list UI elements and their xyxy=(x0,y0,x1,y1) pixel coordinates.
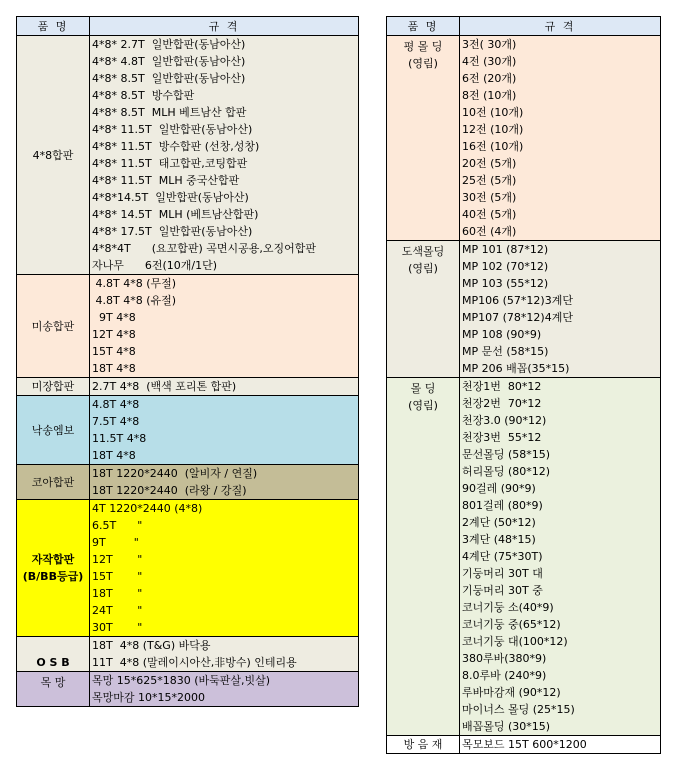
spec-item: MP106 (57*12)3계단 xyxy=(462,294,573,307)
left-category-name: 자작합판 (B/BB등급) xyxy=(17,500,90,637)
spec-item: 8전 (10개) xyxy=(462,89,517,102)
spec-item: 380루바(380*9) xyxy=(462,652,547,665)
left-category-name: O S B xyxy=(17,637,90,672)
right-category-name: 도색몰딩 (영림) xyxy=(387,241,460,378)
left-header-spec: 규 격 xyxy=(90,17,359,36)
right-spec-table xyxy=(386,16,661,754)
spec-item: 문선몰딩 (58*15) xyxy=(462,448,551,461)
left-section-row xyxy=(17,672,359,707)
right-section-row xyxy=(387,36,661,241)
spec-item: 18T 1220*2440 (라왕 / 강질) xyxy=(92,484,247,497)
spec-item: 18T 1220*2440 (알비자 / 연질) xyxy=(92,467,258,480)
right-section-row xyxy=(387,378,661,736)
right-header-row xyxy=(387,17,661,36)
right-section-row xyxy=(387,736,661,754)
left-spec-list xyxy=(90,396,359,465)
spec-item: 코너기둥 중(65*12) xyxy=(462,618,561,631)
left-category-name: 미송합판 xyxy=(17,275,90,378)
spec-item: 기둥머리 30T 중 xyxy=(462,584,543,597)
spec-item: 30T " xyxy=(92,621,143,634)
spec-item: 코너기둥 대(100*12) xyxy=(462,635,568,648)
right-header-name: 품 명 xyxy=(387,17,460,36)
spec-item: MP 108 (90*9) xyxy=(462,328,542,341)
left-spec-list xyxy=(90,378,359,396)
spec-item: 20전 (5개) xyxy=(462,157,517,170)
spec-item: 8.0루바 (240*9) xyxy=(462,669,547,682)
right-header-spec: 규 격 xyxy=(460,17,661,36)
left-section-row xyxy=(17,500,359,637)
spec-item: 4T 1220*2440 (4*8) xyxy=(92,502,203,515)
left-category-name: 코아합판 xyxy=(17,465,90,500)
spec-item: 24T " xyxy=(92,604,143,617)
spec-item: 4*8* 2.7T 일반합판(동남아산) xyxy=(92,38,246,51)
spec-item: 18T 4*8 xyxy=(92,449,136,462)
spec-item: 4*8* 4.8T 일반합판(동남아산) xyxy=(92,55,246,68)
spec-item: 4계단 (75*30T) xyxy=(462,550,543,563)
spec-item: 25전 (5개) xyxy=(462,174,517,187)
spec-item: 40전 (5개) xyxy=(462,208,517,221)
left-header-name: 품 명 xyxy=(17,17,90,36)
left-spec-list xyxy=(90,275,359,378)
spec-item: 18T " xyxy=(92,587,143,600)
left-spec-table xyxy=(16,16,359,707)
spec-item: 배꼽몰딩 (30*15) xyxy=(462,720,551,733)
left-header-row xyxy=(17,17,359,36)
right-spec-list xyxy=(460,736,661,754)
right-category-name: 몰 딩 (영림) xyxy=(387,378,460,736)
spec-item: 4*8* 11.5T 태고합판,코팅합판 xyxy=(92,157,248,170)
spec-item: MP 102 (70*12) xyxy=(462,260,549,273)
spec-item: 10전 (10개) xyxy=(462,106,524,119)
spec-item: 4*8* 14.5T MLH (베트남산합판) xyxy=(92,208,259,221)
right-spec-list xyxy=(460,241,661,378)
spec-item: 4.8T 4*8 (유절) xyxy=(92,294,177,307)
spec-item: 기둥머리 30T 대 xyxy=(462,567,543,580)
left-section-row xyxy=(17,465,359,500)
spec-item: 9T " xyxy=(92,536,139,549)
spec-item: 천장1번 80*12 xyxy=(462,380,542,393)
spec-item: 4전 (30개) xyxy=(462,55,517,68)
spec-item: MP 206 배꼽(35*15) xyxy=(462,362,570,375)
spec-item: 801걸레 (80*9) xyxy=(462,499,543,512)
spec-item: 목망 15*625*1830 (바둑판살,빗살) xyxy=(92,674,271,687)
left-spec-list xyxy=(90,637,359,672)
spec-item: 2.7T 4*8 (백색 포리톤 합판) xyxy=(92,380,237,393)
right-section-row xyxy=(387,241,661,378)
spec-item: 12T 4*8 xyxy=(92,328,136,341)
spec-item: 16전 (10개) xyxy=(462,140,524,153)
spec-item: MP 103 (55*12) xyxy=(462,277,549,290)
spec-item: 4*8* 11.5T MLH 중국산합판 xyxy=(92,174,240,187)
spec-item: 4*8* 8.5T 일반합판(동남아산) xyxy=(92,72,246,85)
spec-item: MP 101 (87*12) xyxy=(462,243,549,256)
left-spec-list xyxy=(90,500,359,637)
left-section-row xyxy=(17,637,359,672)
spec-item: 자나무 6전(10개/1단) xyxy=(92,259,218,272)
spec-item: 4.8T 4*8 xyxy=(92,398,140,411)
spec-item: 마이너스 몰딩 (25*15) xyxy=(462,703,575,716)
spec-item: 6전 (20개) xyxy=(462,72,517,85)
spec-item: 12T " xyxy=(92,553,143,566)
spec-item: 목망마감 10*15*2000 xyxy=(92,691,205,704)
left-section-row xyxy=(17,378,359,396)
left-category-name: 낙송엠보 xyxy=(17,396,90,465)
spec-item: 4*8* 17.5T 일반합판(동남아산) xyxy=(92,225,253,238)
spec-item: 60전 (4개) xyxy=(462,225,517,238)
spec-item: 11.5T 4*8 xyxy=(92,432,147,445)
left-spec-list xyxy=(90,672,359,707)
left-spec-list xyxy=(90,36,359,275)
right-spec-list xyxy=(460,378,661,736)
spec-item: 천장2번 70*12 xyxy=(462,397,542,410)
spec-item: 4*8* 11.5T 방수합판 (선창,성창) xyxy=(92,140,260,153)
spec-item: 2계단 (50*12) xyxy=(462,516,536,529)
spec-item: 목모보드 15T 600*1200 xyxy=(462,738,587,751)
left-section-row xyxy=(17,36,359,275)
spec-item: 루바마감재 (90*12) xyxy=(462,686,561,699)
spec-item: 30전 (5개) xyxy=(462,191,517,204)
spec-item: 4*8* 8.5T 방수합판 xyxy=(92,89,195,102)
spec-item: 3전( 30개) xyxy=(462,38,517,51)
spec-item: 4*8*4T (요꼬합판) 곡면시공용,오징어합판 xyxy=(92,242,317,255)
spec-item: 천장3번 55*12 xyxy=(462,431,542,444)
spec-item: 허리몰딩 (80*12) xyxy=(462,465,551,478)
spec-item: 18T 4*8 xyxy=(92,362,136,375)
spec-item: 6.5T " xyxy=(92,519,143,532)
spec-item: 4*8* 11.5T 일반합판(동남아산) xyxy=(92,123,253,136)
left-category-name: 4*8합판 xyxy=(17,36,90,275)
spec-item: 12전 (10개) xyxy=(462,123,524,136)
right-spec-list xyxy=(460,36,661,241)
spec-item: 천장3.0 (90*12) xyxy=(462,414,547,427)
left-spec-list xyxy=(90,465,359,500)
spec-item: MP 문선 (58*15) xyxy=(462,345,549,358)
spec-item: 11T 4*8 (말레이시아산,非방수) 인테리용 xyxy=(92,656,297,669)
left-section-row xyxy=(17,275,359,378)
spec-item: MP107 (78*12)4계단 xyxy=(462,311,573,324)
spec-item: 90걸레 (90*9) xyxy=(462,482,536,495)
spec-item: 15T 4*8 xyxy=(92,345,136,358)
left-section-row xyxy=(17,396,359,465)
left-category-name: 미장합판 xyxy=(17,378,90,396)
spec-item: 4.8T 4*8 (무절) xyxy=(92,277,177,290)
spec-item: 9T 4*8 xyxy=(92,311,136,324)
spec-item: 15T " xyxy=(92,570,143,583)
spec-item: 4*8*14.5T 일반합판(동남아산) xyxy=(92,191,249,204)
left-category-name: 목 망 xyxy=(17,672,90,707)
spec-item: 3계단 (48*15) xyxy=(462,533,536,546)
spec-item: 4*8* 8.5T MLH 베트남산 합판 xyxy=(92,106,247,119)
right-category-name: 방 음 재 xyxy=(387,736,460,754)
spec-item: 7.5T 4*8 xyxy=(92,415,140,428)
spec-item: 코너기둥 소(40*9) xyxy=(462,601,554,614)
right-category-name: 평 몰 딩 (영림) xyxy=(387,36,460,241)
spec-item: 18T 4*8 (T&G) 바닥용 xyxy=(92,639,211,652)
